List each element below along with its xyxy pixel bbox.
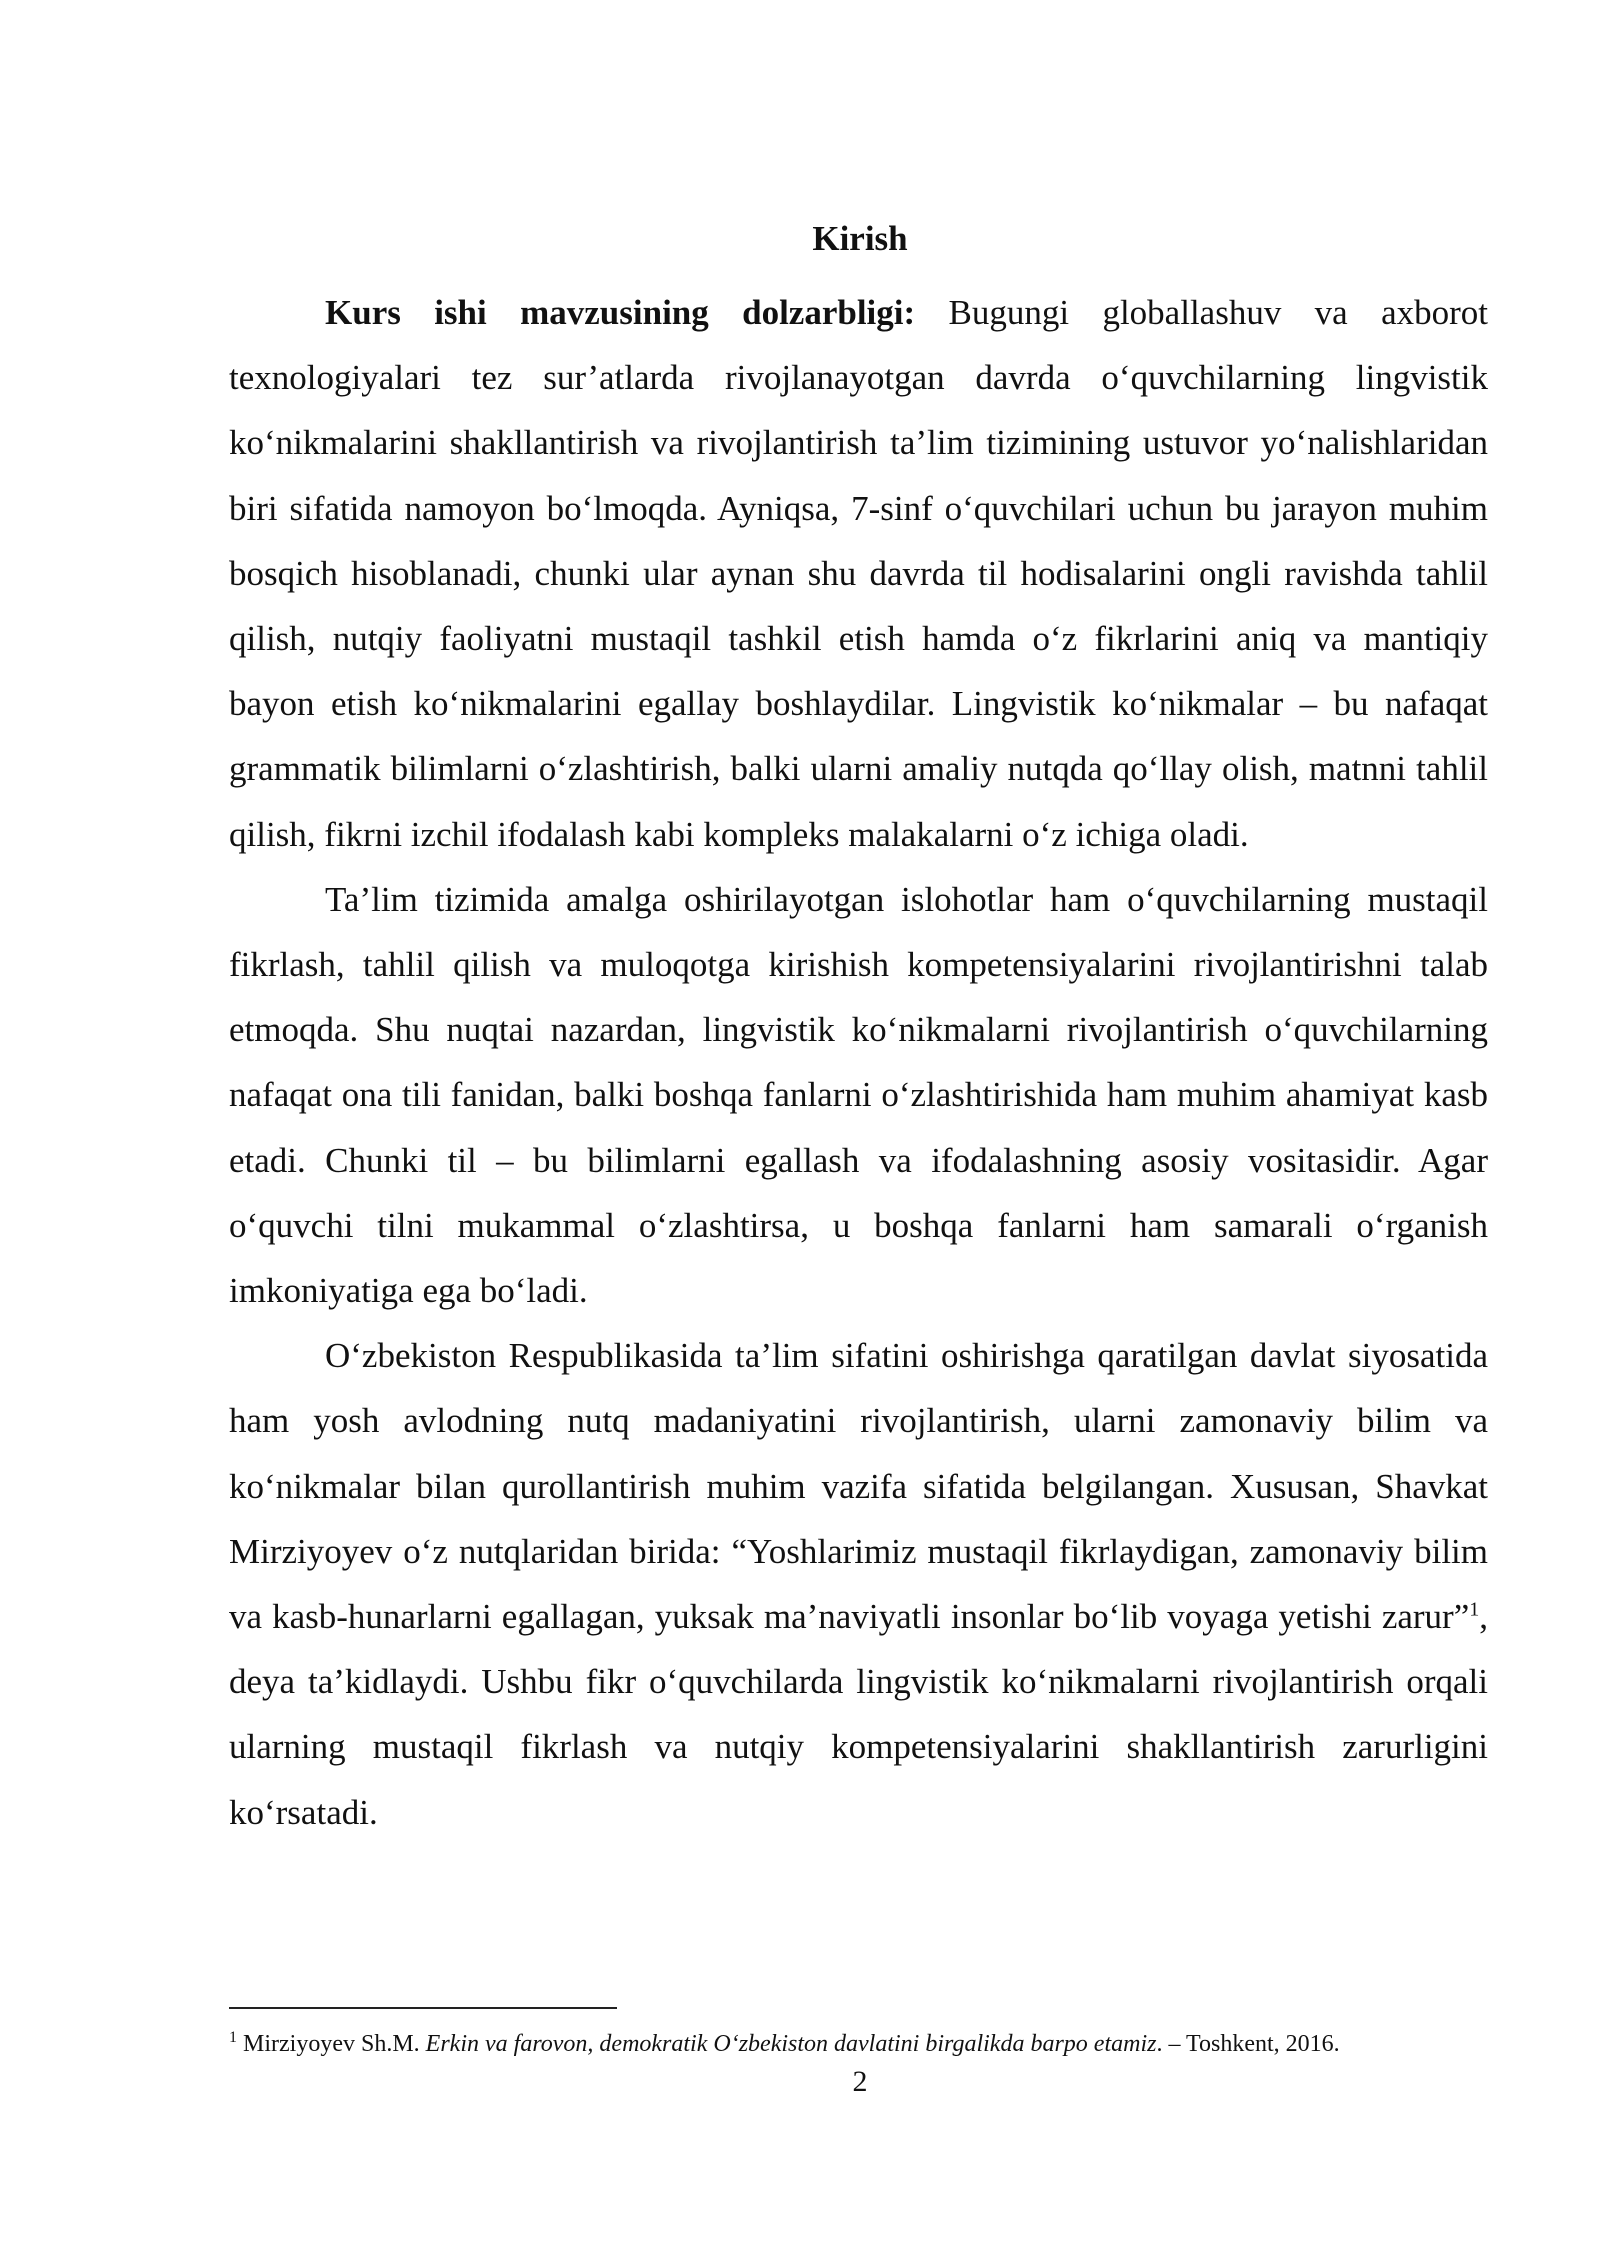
relevance-text: Bugungi globallashuv va axborot texnologiyalari tez sur’atlarda rivojlanayotgan davrda o‘quvchilarning lingvistik ko‘nikmalarini shakllantirish va rivojlantirish ta’lim tizimining ustuvor yo‘nalishlaridan biri sifatida namoyon bo‘lmoqda. Ayniqsa, 7-sinf o‘quvchilari uchun bu jarayon muhim bosqich hisoblanadi, chunki ular aynan shu davrda til hodisalarini ongli ravishda tahlil qilish, nutqiy faoliyatni mustaqil tashkil etish hamda o‘z fikrlarini aniq va mantiqiy bayon etish ko‘nikmalarini egallay boshlaydilar. Lingvistik ko‘nikmalar – bu nafaqat grammatik bilimlarni o‘zlashtirish, balki ularni amaliy nutqda qo‘llay olish, matnni tahlil qilish, fikrni izchil ifodalash kabi kompleks malakalarni o‘z ichiga oladi.	[229, 293, 1488, 854]
paragraph-state-policy	[229, 1323, 1488, 1845]
relevance-lead: Kurs ishi mavzusining dolzarbligi:	[325, 293, 916, 332]
footnote-reference[interactable]: 1	[1469, 1598, 1480, 1621]
footnote-author: Mirziyoyev Sh.M.	[237, 2031, 426, 2057]
policy-text-after-ref: , deya ta’kidlaydi. Ushbu fikr o‘quvchilarda lingvistik ko‘nikmalarni rivojlantirish orqali ularning mustaqil fikrlash va nutqiy kompetensiyalarini shakllantirish zarurligini ko‘rsatadi.	[229, 1597, 1488, 1832]
paragraph-reforms: Ta’lim tizimida amalga oshirilayotgan islohotlar ham o‘quvchilarning mustaqil fikrlash, tahlil qilish va muloqotga kirishish kompetensiyalarini rivojlantirishni talab etmoqda. Shu nuqtai nazardan, lingvistik ko‘nikmalarni rivojlantirish o‘quvchilarning nafaqat ona tili fanidan, balki boshqa fanlarni o‘zlashtirishida ham muhim ahamiyat kasb etadi. Chunki til – bu bilimlarni egallash va ifodalashning asosiy vositasidir. Agar o‘quvchi tilni mukammal o‘zlashtirsa, u boshqa fanlarni ham samarali o‘rganish imkoniyatiga ega bo‘ladi.	[229, 879, 1488, 1311]
footnote-publication: . – Toshkent, 2016.	[1156, 2031, 1340, 2057]
footnote-separator	[229, 2007, 617, 2009]
footnote-marker: 1	[229, 2029, 237, 2046]
section-title: Kirish	[812, 219, 908, 258]
paragraph-relevance	[229, 280, 1488, 867]
footnote	[229, 2024, 1529, 2064]
body-text	[229, 280, 1488, 1845]
footnote-source-title: Erkin va farovon, demokratik O‘zbekiston davlatini birgalikda barpo etamiz	[425, 2031, 1157, 2057]
policy-text-before-ref: O‘zbekiston Respublikasida ta’lim sifatini oshirishga qaratilgan davlat siyosatida ham yosh avlodning nutq madaniyatini rivojlantirish, ularni zamonaviy bilim va ko‘nikmalar bilan qurollantirish muhim vazifa sifatida belgilangan. Xususan, Shavkat Mirziyoyev o‘z nutqlaridan birida: “Yoshlarimiz mustaqil fikrlaydigan, zamonaviy bilim va kasb-hunarlarni egallagan, yuksak ma’naviyatli insonlar bo‘lib voyaga yetishi zarur”	[229, 1336, 1488, 1637]
page-number: 2	[852, 2065, 868, 2098]
